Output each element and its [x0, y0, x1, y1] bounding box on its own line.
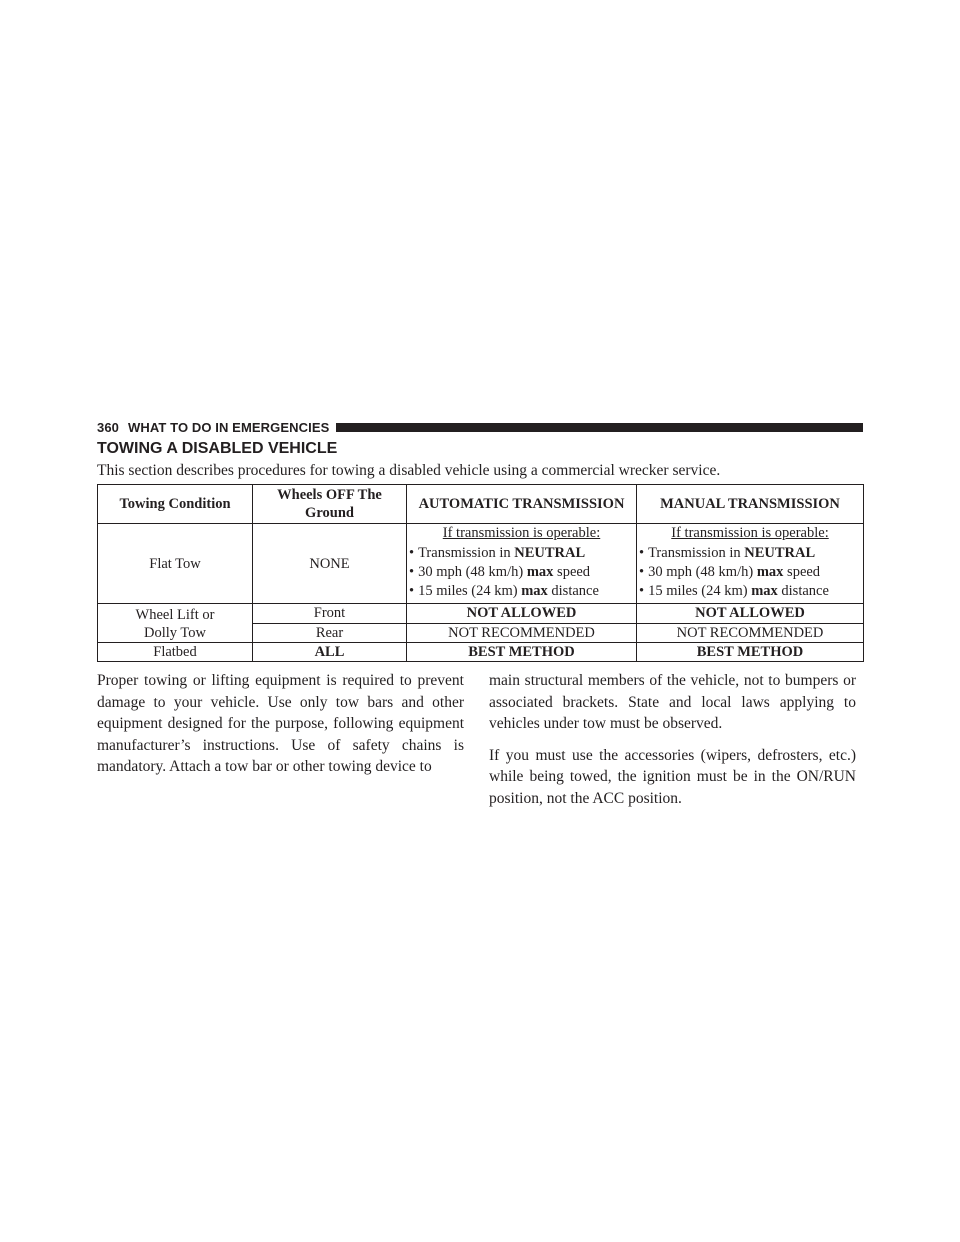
- cell-flat-tow: Flat Tow: [98, 524, 253, 604]
- list-item: • 30 mph (48 km/h) max speed: [409, 563, 634, 582]
- list-item: • Transmission in NEUTRAL: [639, 544, 861, 563]
- header-rule: [336, 423, 863, 432]
- instruction-list: [409, 544, 634, 601]
- section-name: WHAT TO DO IN EMERGENCIES: [128, 419, 330, 435]
- table-header-row: [98, 485, 864, 524]
- header-automatic: AUTOMATIC TRANSMISSION: [407, 485, 637, 524]
- cell-rear-automatic: NOT RECOMMENDED: [407, 623, 637, 643]
- running-header: [97, 416, 863, 438]
- cell-flat-tow-wheels: NONE: [253, 524, 407, 604]
- page-number: 360: [97, 419, 119, 435]
- table-row-wheel-lift-front: [98, 604, 864, 624]
- table-row-flat-tow: [98, 524, 864, 604]
- intro-text: This section describes procedures for towing a disabled vehicle using a commercial wrecker service.: [97, 462, 721, 479]
- cell-flat-tow-manual: [637, 524, 864, 604]
- body-paragraph: main structural members of the vehicle, not to bumpers or associated brackets. State and local laws applying to vehicles under tow must be observed.: [489, 672, 856, 733]
- page-title: TOWING A DISABLED VEHICLE: [97, 440, 338, 457]
- cell-rear: Rear: [253, 623, 407, 643]
- cell-flatbed: Flatbed: [98, 643, 253, 662]
- cell-flatbed-automatic: BEST METHOD: [407, 643, 637, 662]
- header-towing-condition: Towing Condition: [98, 485, 253, 524]
- cell-flat-tow-automatic: [407, 524, 637, 604]
- list-item: • 15 miles (24 km) max distance: [639, 582, 861, 601]
- cell-front-automatic: NOT ALLOWED: [407, 604, 637, 624]
- cell-rear-manual: NOT RECOMMENDED: [637, 623, 864, 643]
- cell-front-manual: NOT ALLOWED: [637, 604, 864, 624]
- table-row-flatbed: [98, 643, 864, 662]
- towing-table: [97, 484, 864, 662]
- right-column: [489, 670, 856, 820]
- cell-flatbed-wheels: ALL: [253, 643, 407, 662]
- body-paragraph: Proper towing or lifting equipment is required to prevent damage to your vehicle. Use only tow bars and other equipment designed for the purpose, following equipment manufacturer’s instructions. Use of safety chains is mandatory. Attach a tow bar or other towing device to: [97, 672, 464, 776]
- instruction-list: [639, 544, 861, 601]
- cell-flatbed-manual: BEST METHOD: [637, 643, 864, 662]
- list-item: • 15 miles (24 km) max distance: [409, 582, 634, 601]
- list-item: • 30 mph (48 km/h) max speed: [639, 563, 861, 582]
- cell-front: Front: [253, 604, 407, 624]
- list-item: • Transmission in NEUTRAL: [409, 544, 634, 563]
- cell-wheel-lift: Wheel Lift or Dolly Tow: [98, 604, 253, 643]
- header-manual: MANUAL TRANSMISSION: [637, 485, 864, 524]
- body-paragraph: If you must use the accessories (wipers, defrosters, etc.) while being towed, the ignition must be in the ON/RUN position, not the ACC position.: [489, 746, 856, 807]
- header-wheels-off: Wheels OFF The Ground: [253, 485, 407, 524]
- operable-heading: If transmission is operable:: [671, 525, 829, 541]
- left-column: [97, 670, 464, 788]
- operable-heading: If transmission is operable:: [442, 525, 601, 541]
